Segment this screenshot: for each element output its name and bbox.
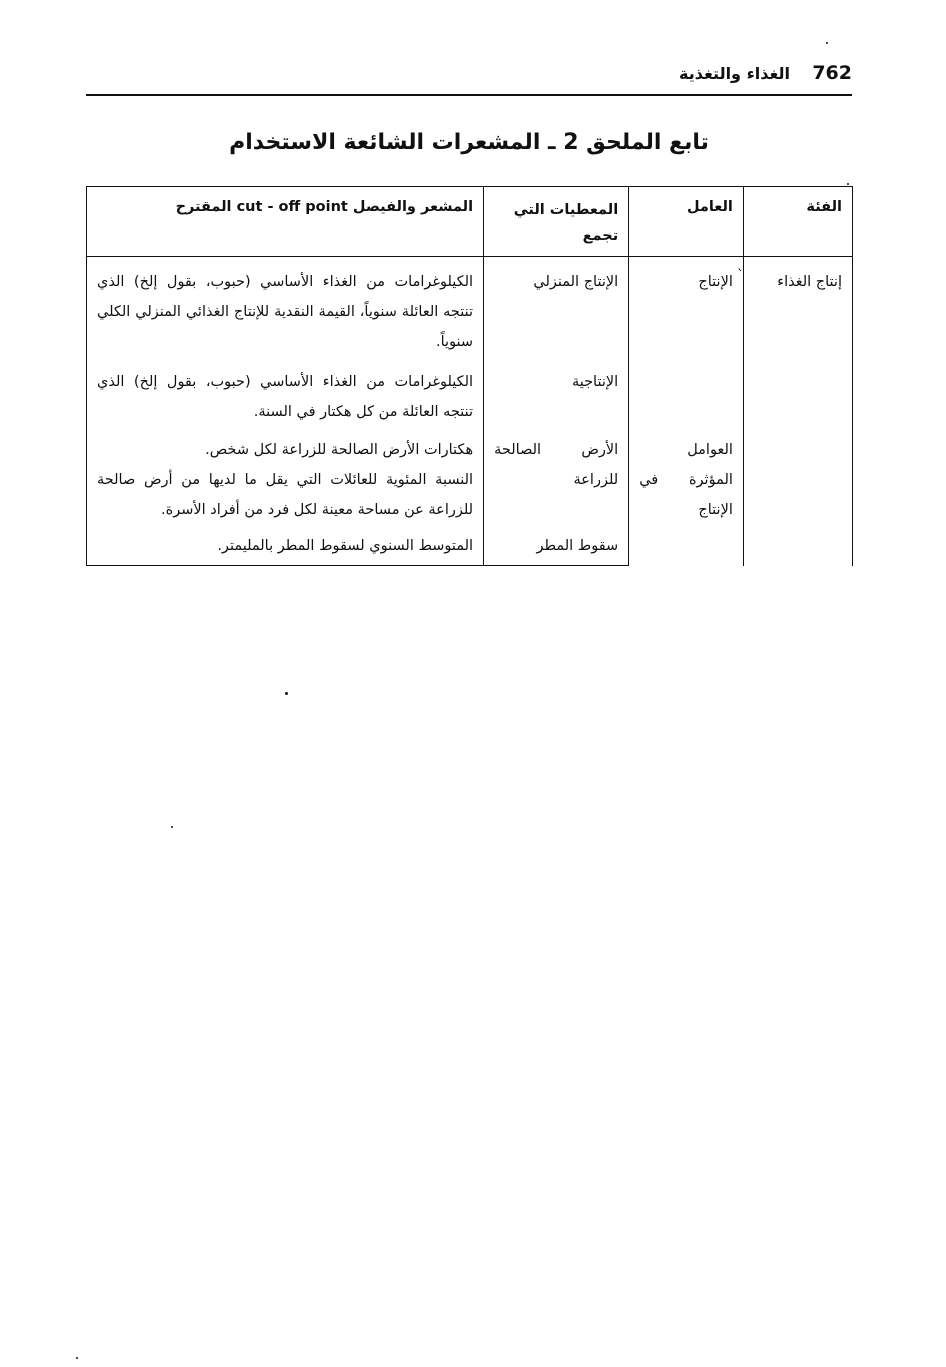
data-label: الإنتاجية (571, 374, 619, 390)
header-data-collected-line2: تجمع (582, 228, 619, 244)
scan-speck (285, 692, 288, 695)
page-title: تابع الملحق 2 ـ المشعرات الشائعة الاستخدام (229, 130, 709, 155)
indicator-text: الكيلوغرامات من الغذاء الأساسي (حبوب، بقول إلخ) الذي تنتجه العائلة سنوياً، القيمة النقدية للإنتاج الغذائي المنزلي الكلي سنوياً. (97, 274, 474, 350)
indicator-text: النسبة المئوية للعائلات التي يقل ما لديها من أرض صالحة للزراعة عن مساحة معينة لكل فرد من أفراد الأسرة. (97, 472, 474, 518)
data-label: الأرض الصالحة للزراعة (494, 442, 619, 488)
indicator-text: المتوسط السنوي لسقوط المطر بالمليمتر. (217, 538, 474, 554)
indicator-cell (87, 267, 484, 367)
indicators-table (86, 186, 853, 566)
factor-cell (629, 435, 744, 566)
indicator-cell (87, 435, 484, 531)
data-label: سقوط المطر (536, 538, 619, 554)
header-factor: العامل (629, 187, 744, 257)
tick-mark: ˋ (737, 268, 744, 284)
indicator-text: هكتارات الأرض الصالحة للزراعة لكل شخص. (205, 442, 474, 458)
indicator-cell (87, 367, 484, 435)
scan-speck (171, 826, 173, 828)
table-row (87, 435, 853, 531)
data-cell (484, 367, 629, 435)
scan-speck (847, 183, 849, 185)
scan-speck (826, 42, 828, 44)
table-spacer (87, 257, 853, 268)
factor-label: الإنتاج (698, 274, 733, 290)
indicator-text: الكيلوغرامات من الغذاء الأساسي (حبوب، بقول إلخ) الذي تنتجه العائلة من كل هكتار في السنة. (97, 374, 474, 420)
indicator-cell (87, 531, 484, 566)
running-head (86, 56, 852, 96)
data-label: الإنتاج المنزلي (533, 274, 619, 290)
data-cell (484, 267, 629, 367)
category-label: إنتاج الغذاء (777, 274, 842, 290)
running-title: الغذاء والتغذية (679, 64, 790, 83)
page-number: 762 (812, 62, 852, 84)
header-indicator: المشعر والفيصل cut - off point المقترح (87, 187, 484, 257)
data-cell (484, 531, 629, 566)
factor-label: العوامل المؤثرة في الإنتاج (639, 442, 733, 518)
header-category: الفئة (743, 187, 852, 257)
header-data-collected (484, 187, 629, 257)
factor-cell (629, 267, 744, 435)
table-header-row (87, 187, 853, 257)
category-cell (743, 267, 852, 566)
header-data-collected-line1: المعطيات التي (513, 202, 619, 218)
scan-speck (76, 1357, 78, 1359)
data-cell (484, 435, 629, 531)
